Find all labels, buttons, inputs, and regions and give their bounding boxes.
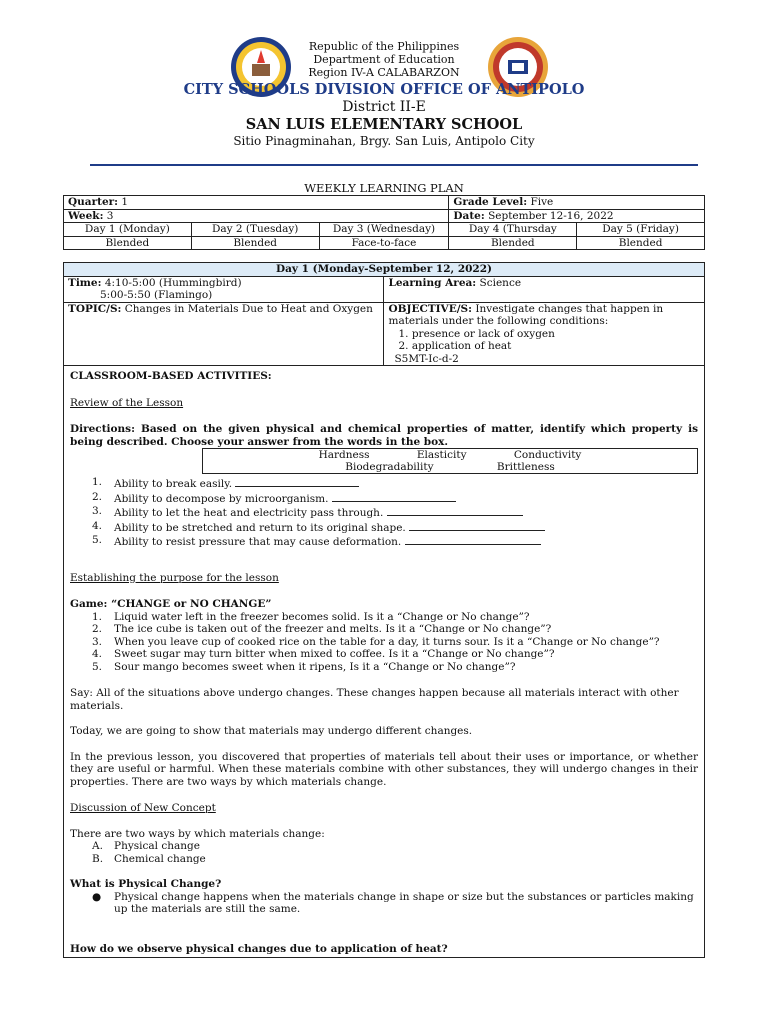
day1-heading: Day 1 (Monday-September 12, 2022)	[64, 263, 705, 277]
discussion-heading: Discussion of New Concept	[70, 802, 216, 814]
word-box: Hardness Elasticity Conductivity Biodegradability Brittleness	[202, 448, 698, 474]
list-item: 1. Ability to break easily.	[70, 476, 698, 491]
date-cell: Date: September 12-16, 2022	[449, 209, 705, 223]
game-label: Game: “CHANGE or NO CHANGE”	[70, 598, 272, 610]
day-mode: Blended	[191, 236, 319, 250]
division-title: CITY SCHOOLS DIVISION OFFICE OF ANTIPOLO	[183, 81, 585, 98]
activities-heading: CLASSROOM-BASED ACTIVITIES:	[70, 370, 272, 382]
day1-table	[63, 262, 705, 958]
list-item: 4. Sweet sugar may turn bitter when mixed to coffee. Is it a “Change or No change”?	[92, 648, 555, 660]
list-item: 1. Liquid water left in the freezer becomes solid. Is it a “Change or No change”?	[92, 610, 530, 623]
plan-title: WEEKLY LEARNING PLAN	[304, 181, 464, 195]
review-heading: Review of the Lesson	[70, 396, 184, 409]
two-ways-text: There are two ways by which materials change:	[70, 827, 325, 840]
day-mode: Blended	[449, 236, 577, 250]
activities-cell	[64, 366, 705, 958]
list-item: B. Chemical change	[92, 852, 206, 865]
list-item: ● Physical change happens when the materials change in shape or size but the substances or particles making up the materials are still the same.	[92, 890, 694, 915]
property-items	[70, 476, 698, 549]
today-paragraph: Today, we are going to show that materials may undergo different changes.	[70, 725, 473, 737]
ways-list	[70, 840, 698, 865]
week-cell: Week: 3	[64, 209, 449, 223]
district-line: District II-E	[342, 99, 426, 115]
list-item: 3. Ability to let the heat and electricity pass through.	[70, 505, 698, 520]
republic-line: Republic of the Philippines	[308, 40, 460, 53]
school-name: SAN LUIS ELEMENTARY SCHOOL	[245, 116, 523, 133]
list-item: 2. The ice cube is taken out of the freezer and melts. Is it a “Change or No change”?	[92, 623, 552, 635]
day-header: Day 4 (Thursday	[449, 223, 577, 237]
list-item: 5. Ability to resist pressure that may cause deformation.	[70, 534, 698, 549]
plan-summary-table	[63, 195, 705, 250]
header-rule	[90, 164, 698, 166]
list-item: 2. Ability to decompose by microorganism.	[70, 491, 698, 506]
grade-cell: Grade Level: Five	[449, 196, 705, 210]
day-mode: Blended	[64, 236, 192, 250]
previous-paragraph: In the previous lesson, you discovered that properties of materials tell about their uses or importance, or whether they are useful or harmful. When these materials combine with other substances, they will undergo changes in their properties. There are two ways by which materials change.	[70, 750, 698, 788]
objective-cell: OBJECTIVE/S: Investigate changes that happen in materials under the following conditions: 1. presence or lack of oxygen 2. application of heat S5MT-Ic-d-2	[384, 302, 705, 366]
department-line: Department of Education	[313, 53, 455, 66]
list-item: A. Physical change	[92, 840, 200, 852]
list-item: 4. Ability to be stretched and return to its original shape.	[70, 520, 698, 535]
purpose-heading: Establishing the purpose for the lesson	[70, 571, 279, 584]
school-address: Sitio Pinagminahan, Brgy. San Luis, Antipolo City	[233, 134, 535, 148]
day-mode: Blended	[577, 236, 705, 250]
day-header: Day 3 (Wednesday)	[319, 223, 449, 237]
quarter-cell: Quarter: 1	[64, 196, 449, 210]
list-item: 5. Sour mango becomes sweet when it ripens, Is it a “Change or No change”?	[92, 660, 516, 673]
physical-list	[70, 891, 698, 916]
time-cell: Time: 4:10-5:00 (Hummingbird) 5:00-5:50 (Flamingo)	[64, 276, 384, 302]
region-line: Region IV-A CALABARZON	[308, 66, 460, 79]
list-item: 3. When you leave cup of cooked rice on the table for a day, it turns sour. Is it a “Change or No change”?	[92, 635, 660, 648]
topic-cell: TOPIC/S: Changes in Materials Due to Heat and Oxygen	[64, 302, 384, 366]
observe-heading: How do we observe physical changes due to application of heat?	[70, 942, 448, 955]
area-cell: Learning Area: Science	[384, 276, 705, 302]
day-header: Day 2 (Tuesday)	[191, 223, 319, 237]
directions: Directions: Based on the given physical and chemical properties of matter, identify which property is being described. Choose your answer from the words in the box.	[70, 423, 698, 448]
day-mode: Face-to-face	[319, 236, 449, 250]
day-header: Day 1 (Monday)	[64, 223, 192, 237]
physical-heading: What is Physical Change?	[70, 878, 222, 890]
say-paragraph: Say: All of the situations above undergo changes. These changes happen because all materials interact with other materials.	[70, 687, 679, 712]
game-items	[70, 611, 698, 674]
day-header: Day 5 (Friday)	[577, 223, 705, 237]
